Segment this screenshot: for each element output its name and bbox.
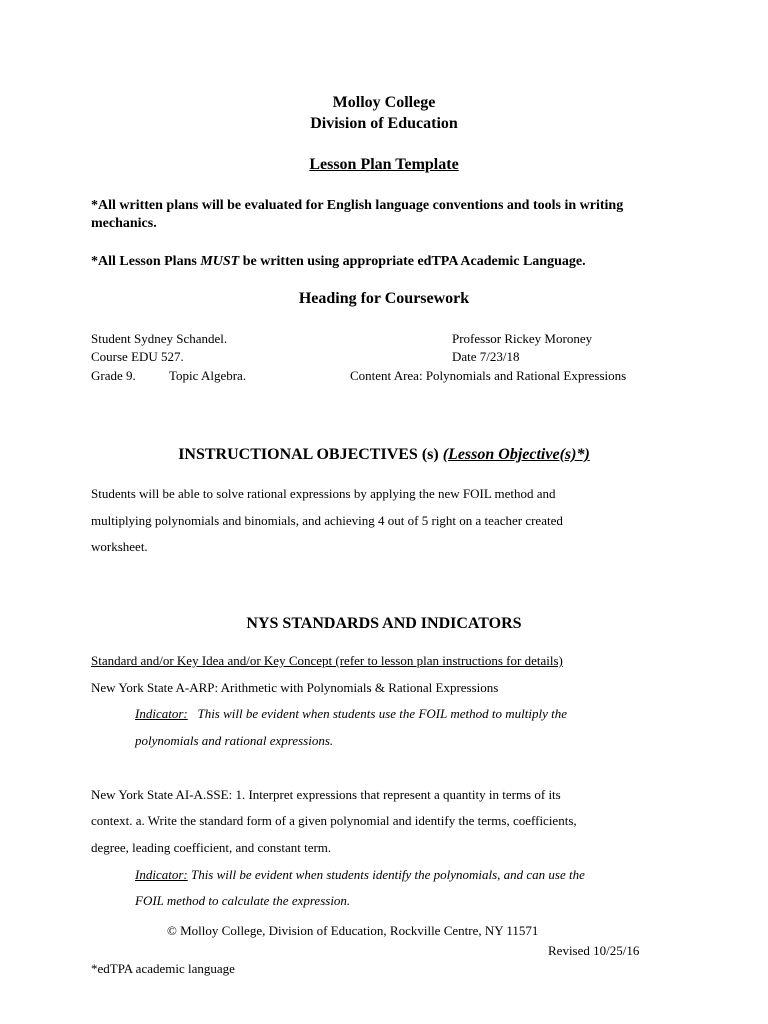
division-name: Division of Education: [310, 115, 458, 132]
note-edtpa-prefix: *All Lesson Plans: [91, 254, 201, 269]
objective-line-2: multiplying polynomials and binomials, and achieving 4 out of 5 right on a teacher created: [91, 513, 563, 528]
grade-level: Grade 9.: [91, 368, 136, 383]
objectives-heading: [0, 446, 768, 464]
indicator-1-line-2: polynomials and rational expressions.: [135, 733, 334, 748]
indicator-1-label: Indicator:: [135, 706, 188, 721]
objectives-heading-sub: (Lesson Objective(s)*): [442, 446, 590, 463]
coursework-heading: Heading for Coursework: [298, 290, 470, 307]
standards-heading: NYS STANDARDS AND INDICATORS: [246, 615, 522, 632]
indicator-2-line-1: [135, 867, 585, 883]
footer-copyright: © Molloy College, Division of Education, Rockville Centre, NY 11571: [167, 923, 539, 938]
standard-2-line-3: degree, leading coefficient, and constant term.: [91, 840, 332, 855]
note-edtpa-emphasis: MUST: [200, 254, 240, 269]
note-edtpa: [91, 254, 586, 270]
standard-2-line-1: New York State AI-A.SSE: 1. Interpret expressions that represent a quantity in terms of its: [91, 787, 561, 802]
indicator-2-label: Indicator:: [135, 867, 188, 882]
template-title: Lesson Plan Template: [309, 156, 459, 173]
college-name: Molloy College: [332, 94, 436, 111]
objective-line-3: worksheet.: [91, 539, 148, 554]
note-edtpa-suffix: be written using appropriate edTPA Academic Language.: [239, 254, 586, 269]
key-idea-label: Standard and/or Key Idea and/or Key Concept (refer to lesson plan instructions for details): [91, 653, 563, 668]
objectives-heading-main: INSTRUCTIONAL OBJECTIVES (s): [178, 446, 443, 463]
indicator-2-line-2: FOIL method to calculate the expression.: [135, 893, 351, 908]
footer-revised: Revised 10/25/16: [548, 943, 640, 958]
course-code: Course EDU 527.: [91, 349, 184, 364]
objective-line-1: Students will be able to solve rational expressions by applying the new FOIL method and: [91, 486, 556, 501]
indicator-1-line-1: [135, 706, 567, 722]
indicator-2-text: This will be evident when students identify the polynomials, and can use the: [187, 867, 585, 882]
lesson-date: Date 7/23/18: [452, 349, 520, 364]
standard-1: New York State A-ARP: Arithmetic with Polynomials & Rational Expressions: [91, 680, 499, 695]
note-evaluation: *All written plans will be evaluated for English language conventions and tools in writing: [91, 198, 624, 213]
content-area: Content Area: Polynomials and Rational Expressions: [350, 368, 627, 383]
note-evaluation-cont: mechanics.: [91, 216, 157, 231]
student-name: Student Sydney Schandel.: [91, 331, 228, 346]
standard-2-line-2: context. a. Write the standard form of a given polynomial and identify the terms, coefficients,: [91, 813, 577, 828]
professor-name: Professor Rickey Moroney: [452, 331, 593, 346]
topic: Topic Algebra.: [169, 368, 247, 383]
footer-footnote: *edTPA academic language: [91, 961, 235, 976]
indicator-1-text: This will be evident when students use the FOIL method to multiply the: [197, 706, 567, 721]
